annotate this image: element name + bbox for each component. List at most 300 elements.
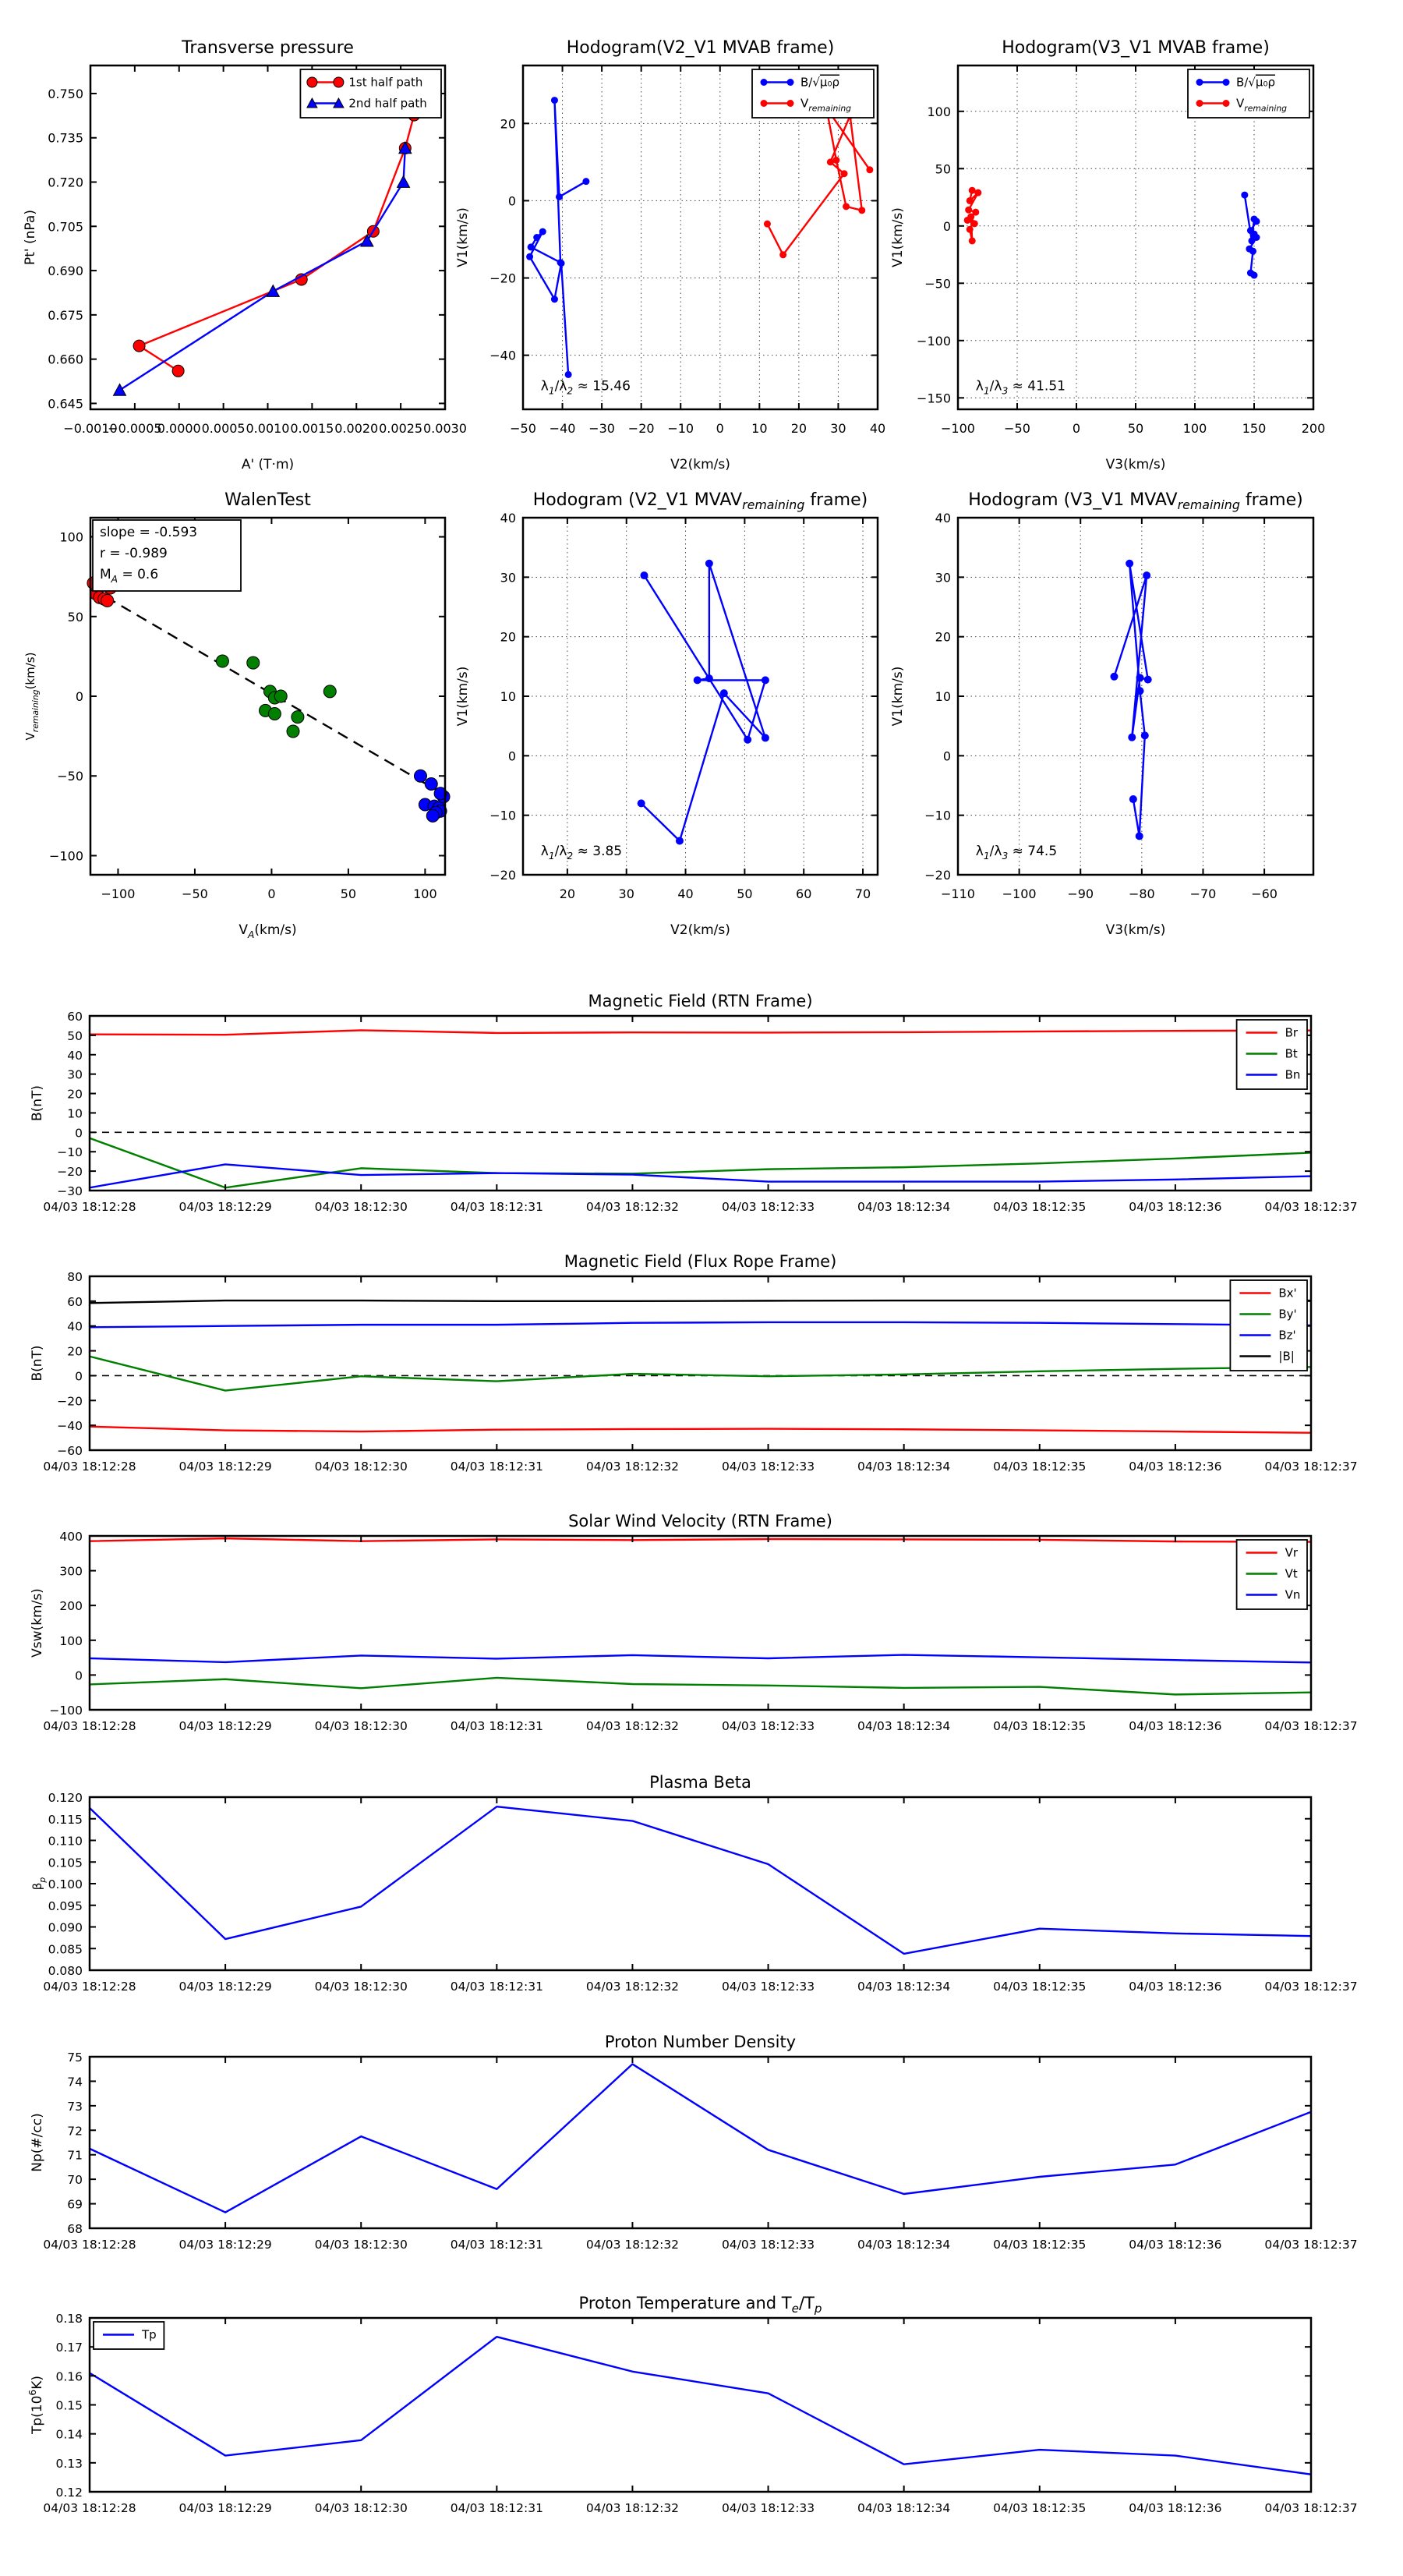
- y-tick-label: −20: [57, 1165, 83, 1180]
- legend-item-label: $V_{remaining}$: [800, 96, 852, 114]
- y-tick-label: 40: [935, 511, 951, 525]
- x-tick-label: 04/03 18:12:33: [721, 1460, 815, 1474]
- legend-item-label: Bz': [1278, 1328, 1296, 1343]
- x-tick-label: 04/03 18:12:36: [1129, 2238, 1222, 2252]
- x-tick-label: 04/03 18:12:35: [993, 2238, 1087, 2252]
- x-tick-label: 04/03 18:12:33: [721, 1980, 815, 1994]
- x-axis-label: $V_A(km/s)$: [239, 922, 297, 940]
- data-point-marker: [971, 220, 978, 227]
- x-tick-label: 04/03 18:12:36: [1129, 1200, 1222, 1214]
- data-point-marker: [761, 79, 768, 86]
- chart-title: Proton Temperature and $T_e/T_p$: [578, 2294, 822, 2316]
- x-tick-label: 04/03 18:12:32: [585, 1200, 680, 1214]
- y-tick-label: 20: [67, 1087, 83, 1102]
- legend-transverse-pressure: [300, 69, 441, 118]
- x-tick-label: 04/03 18:12:34: [857, 1719, 951, 1733]
- y-tick-label: 300: [59, 1564, 83, 1579]
- legend-hodogram-v2v1-mvab: [752, 69, 874, 118]
- y-tick-label: 0.080: [48, 1964, 83, 1978]
- legend-item-label: Br: [1285, 1025, 1299, 1040]
- chart-hodogram-v3v1-mvav: [890, 490, 1313, 938]
- x-tick-label: −0.0005: [108, 421, 162, 436]
- data-point-marker: [694, 676, 702, 684]
- data-point-marker: [216, 655, 228, 667]
- x-tick-label: 04/03 18:12:32: [585, 1719, 680, 1733]
- data-point-marker: [858, 207, 865, 214]
- data-point-marker: [307, 77, 317, 87]
- chart-hodogram-v2v1-mvab: [455, 38, 885, 472]
- x-tick-label: 0: [716, 421, 724, 436]
- y-tick-label: 0.735: [48, 130, 83, 146]
- data-point-marker: [832, 157, 839, 164]
- y-tick-label: 0.105: [48, 1856, 83, 1870]
- data-point-marker: [426, 809, 439, 822]
- x-tick-label: 04/03 18:12:28: [43, 1200, 136, 1214]
- x-tick-label: 04/03 18:12:31: [450, 1200, 543, 1214]
- x-tick-label: 04/03 18:12:36: [1129, 1980, 1222, 1994]
- x-tick-label: 0.0025: [379, 421, 423, 436]
- plot-area: [90, 2318, 1311, 2492]
- x-tick-label: 0: [1072, 421, 1081, 436]
- chart-walen-test: [23, 490, 450, 940]
- x-tick-label: −40: [549, 421, 576, 436]
- y-axis-label: V1(km/s): [455, 666, 471, 727]
- data-point-marker: [1126, 560, 1133, 568]
- y-tick-label: 0.120: [48, 1791, 83, 1805]
- x-tick-label: 04/03 18:12:33: [721, 1719, 815, 1733]
- data-point-marker: [1129, 795, 1137, 803]
- data-point-marker: [274, 690, 287, 702]
- data-point-marker: [1241, 192, 1248, 199]
- y-tick-label: 0.690: [48, 264, 83, 279]
- x-tick-label: 04/03 18:12:37: [1264, 2501, 1358, 2515]
- eigenvalue-ratio-annotation: $\lambda_1/\lambda_2 \approx 15.46$: [540, 378, 631, 397]
- y-tick-label: 40: [67, 1048, 83, 1063]
- eigenvalue-ratio-annotation: $\lambda_1/\lambda_2 \approx 3.85$: [540, 843, 623, 862]
- y-tick-label: 70: [67, 2173, 83, 2188]
- data-point-marker: [334, 77, 344, 87]
- data-point-marker: [526, 253, 533, 260]
- plot-area: [90, 1536, 1311, 1710]
- y-tick-label: 0: [942, 218, 951, 234]
- y-tick-label: 75: [67, 2051, 83, 2065]
- y-axis-label: $\beta_p$: [30, 1877, 48, 1891]
- x-tick-label: 0.0020: [334, 421, 379, 436]
- x-tick-label: 04/03 18:12:34: [857, 1980, 951, 1994]
- chart-title: Magnetic Field (RTN Frame): [588, 992, 813, 1010]
- x-tick-label: −70: [1189, 886, 1217, 901]
- x-tick-label: −50: [510, 421, 536, 436]
- x-tick-label: −20: [627, 421, 655, 436]
- legend-item-label: Vn: [1285, 1587, 1301, 1602]
- data-point-marker: [172, 365, 184, 377]
- x-tick-label: 04/03 18:12:35: [993, 1200, 1087, 1214]
- x-tick-label: 04/03 18:12:37: [1264, 1719, 1358, 1733]
- y-tick-label: −60: [57, 1444, 83, 1458]
- chart-title: Hodogram (V3_V1 $MVAV_{remaining}$ frame): [968, 490, 1303, 512]
- y-tick-label: 400: [59, 1530, 83, 1544]
- data-point-marker: [787, 79, 794, 86]
- y-tick-label: 0.12: [55, 2486, 83, 2500]
- y-tick-label: 0: [507, 193, 516, 209]
- y-tick-label: −40: [489, 348, 516, 363]
- x-tick-label: 0.0010: [246, 421, 290, 436]
- legend-magnetic-field-rtn: [1237, 1020, 1307, 1089]
- y-tick-label: −30: [57, 1184, 83, 1198]
- y-tick-label: 0.14: [55, 2427, 83, 2442]
- y-tick-label: 0: [75, 1126, 83, 1141]
- data-point-marker: [425, 777, 437, 790]
- y-tick-label: 0.645: [48, 396, 83, 412]
- legend-item-label: Vt: [1285, 1566, 1298, 1581]
- data-point-marker: [866, 166, 873, 173]
- x-tick-label: 04/03 18:12:31: [450, 2501, 543, 2515]
- legend-item-label: B/√μ₀ρ: [800, 75, 839, 90]
- y-tick-label: 30: [935, 570, 951, 586]
- x-tick-label: 30: [618, 886, 634, 901]
- y-tick-label: −10: [489, 808, 516, 823]
- legend-solar-wind-velocity-rtn: [1237, 1540, 1307, 1609]
- x-tick-label: 0.0000: [157, 421, 201, 436]
- chart-plasma-beta: [30, 1773, 1358, 1994]
- data-point-marker: [843, 203, 850, 210]
- x-tick-label: 04/03 18:12:28: [43, 2501, 136, 2515]
- y-tick-label: 0.720: [48, 175, 83, 190]
- x-tick-label: 04/03 18:12:28: [43, 1719, 136, 1733]
- chart-title: Plasma Beta: [649, 1773, 751, 1792]
- y-tick-label: 68: [67, 2222, 83, 2236]
- y-axis-label: Np(#/cc): [30, 2113, 45, 2172]
- y-axis-label: V1(km/s): [890, 666, 906, 727]
- y-tick-label: −20: [489, 271, 516, 286]
- y-axis-label: V1(km/s): [890, 207, 906, 267]
- data-point-marker: [323, 685, 336, 698]
- chart-title: Solar Wind Velocity (RTN Frame): [568, 1512, 832, 1530]
- data-point-marker: [974, 189, 981, 196]
- x-tick-label: 04/03 18:12:32: [585, 1980, 680, 1994]
- data-point-marker: [967, 226, 974, 233]
- y-tick-label: 69: [67, 2197, 83, 2212]
- y-tick-label: 100: [59, 529, 83, 545]
- data-point-marker: [414, 770, 426, 782]
- x-tick-label: 04/03 18:12:36: [1129, 1719, 1222, 1733]
- fit-stat-line: slope = -0.593: [100, 525, 198, 540]
- x-tick-label: 04/03 18:12:33: [721, 1200, 815, 1214]
- data-point-marker: [676, 837, 684, 844]
- x-tick-label: 04/03 18:12:28: [43, 1980, 136, 1994]
- x-tick-label: 04/03 18:12:36: [1129, 2501, 1222, 2515]
- data-point-marker: [1253, 218, 1260, 225]
- y-axis-label: $Tp(10^6K)$: [27, 2375, 45, 2435]
- y-tick-label: 0.16: [55, 2369, 83, 2384]
- y-tick-label: 0: [75, 1369, 83, 1384]
- y-tick-label: −10: [57, 1145, 83, 1160]
- data-point-marker: [101, 594, 114, 607]
- data-point-marker: [764, 221, 771, 228]
- data-point-marker: [967, 214, 974, 221]
- chart-solar-wind-velocity-rtn: [30, 1512, 1358, 1733]
- y-tick-label: 40: [67, 1319, 83, 1334]
- y-tick-label: 100: [927, 104, 951, 119]
- data-point-marker: [1251, 272, 1258, 279]
- y-tick-label: 0.18: [55, 2312, 83, 2326]
- chart-hodogram-v2v1-mvav: [455, 490, 878, 938]
- data-point-marker: [969, 237, 976, 244]
- x-tick-label: 04/03 18:12:30: [314, 1460, 408, 1474]
- x-tick-label: 50: [340, 886, 357, 901]
- y-tick-label: 0.750: [48, 86, 83, 101]
- x-tick-label: 04/03 18:12:29: [178, 1200, 272, 1214]
- x-tick-label: 04/03 18:12:35: [993, 1460, 1087, 1474]
- legend-item-label: $V_{remaining}$: [1236, 96, 1288, 114]
- x-axis-label: A' (T·m): [241, 457, 295, 472]
- x-tick-label: −50: [1004, 421, 1030, 436]
- y-tick-label: 0.705: [48, 219, 83, 235]
- y-tick-label: 0: [942, 748, 951, 764]
- legend-item-label: B/√μ₀ρ: [1236, 75, 1275, 90]
- data-point-marker: [1196, 79, 1203, 86]
- legend-item-label: Bn: [1285, 1067, 1301, 1082]
- chart-proton-temperature: [27, 2294, 1358, 2515]
- y-tick-label: 80: [67, 1270, 83, 1284]
- x-tick-label: 04/03 18:12:30: [314, 1980, 408, 1994]
- x-tick-label: 50: [1127, 421, 1144, 436]
- data-point-marker: [268, 707, 281, 720]
- x-tick-label: 04/03 18:12:36: [1129, 1460, 1222, 1474]
- x-tick-label: 04/03 18:12:31: [450, 2238, 543, 2252]
- data-point-marker: [528, 243, 535, 250]
- y-tick-label: 0.17: [55, 2341, 83, 2355]
- x-tick-label: 70: [854, 886, 871, 901]
- data-point-marker: [556, 193, 563, 200]
- legend-item-label: 1st half path: [348, 75, 423, 90]
- x-axis-label: V2(km/s): [670, 922, 730, 938]
- x-tick-label: 04/03 18:12:34: [857, 1460, 951, 1474]
- chart-title: Hodogram (V2_V1 $MVAV_{remaining}$ frame): [532, 490, 868, 512]
- x-tick-label: 04/03 18:12:29: [178, 2238, 272, 2252]
- data-point-marker: [1141, 731, 1149, 739]
- data-point-marker: [1223, 79, 1230, 86]
- y-tick-label: 0.085: [48, 1942, 83, 1957]
- y-tick-label: −50: [924, 276, 951, 292]
- y-tick-label: −20: [924, 868, 951, 883]
- x-tick-label: 04/03 18:12:37: [1264, 2238, 1358, 2252]
- x-tick-label: 100: [413, 886, 437, 901]
- data-point-marker: [247, 656, 260, 669]
- y-tick-label: −100: [917, 333, 951, 349]
- chart-title: Transverse pressure: [182, 38, 354, 58]
- y-axis-label: B(nT): [30, 1345, 45, 1382]
- data-point-marker: [1223, 100, 1230, 107]
- chart-title: Magnetic Field (Flux Rope Frame): [564, 1252, 837, 1271]
- x-tick-label: 0.0030: [423, 421, 467, 436]
- data-point-marker: [762, 676, 769, 684]
- data-point-marker: [287, 725, 299, 738]
- y-tick-label: 10: [500, 689, 516, 704]
- y-tick-label: 0.13: [55, 2456, 83, 2471]
- chart-transverse-pressure: [23, 38, 467, 472]
- x-tick-label: 04/03 18:12:37: [1264, 1200, 1358, 1214]
- legend-item-label: 2nd half path: [348, 96, 427, 111]
- y-axis-label: Pt' (nPa): [23, 210, 38, 265]
- chart-title: Hodogram(V2_V1 MVAB frame): [566, 38, 835, 58]
- x-tick-label: 04/03 18:12:30: [314, 1200, 408, 1214]
- data-point-marker: [1136, 687, 1144, 695]
- x-tick-label: −100: [101, 886, 136, 901]
- x-tick-label: 20: [790, 421, 808, 436]
- y-tick-label: −20: [489, 868, 516, 883]
- y-tick-label: 100: [59, 1633, 83, 1648]
- x-tick-label: 0.0005: [201, 421, 246, 436]
- plot-area: [90, 1016, 1311, 1191]
- data-point-marker: [640, 571, 648, 579]
- y-tick-label: −10: [924, 808, 951, 823]
- y-tick-label: 40: [500, 511, 516, 525]
- plot-area: [523, 518, 878, 875]
- x-tick-label: −10: [667, 421, 694, 436]
- chart-proton-number-density: [30, 2033, 1358, 2252]
- y-tick-label: −100: [49, 848, 83, 864]
- data-point-marker: [779, 251, 786, 258]
- x-tick-label: 0.0015: [290, 421, 334, 436]
- data-point-marker: [551, 97, 558, 104]
- y-tick-label: 0.110: [48, 1834, 83, 1849]
- y-axis-label: Vsw(km/s): [30, 1588, 45, 1658]
- legend-item-label: Vr: [1285, 1545, 1299, 1560]
- y-tick-label: −100: [49, 1704, 83, 1718]
- y-tick-label: 0.090: [48, 1920, 83, 1935]
- data-point-marker: [787, 100, 794, 107]
- x-tick-label: 04/03 18:12:32: [585, 2238, 680, 2252]
- y-tick-label: −50: [57, 769, 83, 784]
- data-point-marker: [1249, 248, 1256, 255]
- data-point-marker: [638, 799, 645, 807]
- x-tick-label: 04/03 18:12:33: [721, 2501, 815, 2515]
- data-point-marker: [551, 295, 558, 303]
- x-tick-label: 04/03 18:12:31: [450, 1719, 543, 1733]
- y-tick-label: 50: [67, 1028, 83, 1043]
- x-axis-label: V3(km/s): [1105, 922, 1166, 938]
- legend-item-label: By': [1278, 1307, 1297, 1322]
- data-point-marker: [1253, 234, 1260, 241]
- x-tick-label: 04/03 18:12:28: [43, 1460, 136, 1474]
- y-tick-label: 0: [507, 748, 516, 764]
- x-tick-label: 0: [267, 886, 276, 901]
- chart-title: Hodogram(V3_V1 MVAB frame): [1002, 38, 1270, 58]
- x-tick-label: 04/03 18:12:29: [178, 2501, 272, 2515]
- data-point-marker: [582, 178, 589, 185]
- data-point-marker: [720, 689, 728, 697]
- data-point-marker: [841, 170, 848, 177]
- y-tick-label: 0: [75, 1668, 83, 1683]
- chart-hodogram-v3v1-mvab: [890, 38, 1325, 472]
- legend-hodogram-v3v1-mvab: [1188, 69, 1309, 118]
- legend-item-label: Bt: [1285, 1046, 1298, 1061]
- x-tick-label: 04/03 18:12:35: [993, 2501, 1087, 2515]
- x-axis-label: V3(km/s): [1105, 457, 1166, 472]
- x-tick-label: 40: [869, 421, 886, 436]
- fit-stat-line: r = -0.989: [100, 546, 168, 561]
- legend-proton-temperature: [94, 2322, 164, 2349]
- data-point-marker: [1196, 100, 1203, 107]
- y-tick-label: 0.675: [48, 307, 83, 323]
- x-tick-label: 04/03 18:12:31: [450, 1460, 543, 1474]
- y-axis-label: $V_{remaining}(km/s)$: [23, 652, 41, 741]
- x-tick-label: 20: [559, 886, 576, 901]
- data-point-marker: [565, 371, 572, 378]
- x-tick-label: 04/03 18:12:29: [178, 1980, 272, 1994]
- eigenvalue-ratio-annotation: $\lambda_1/\lambda_3 \approx 74.5$: [975, 843, 1058, 862]
- x-tick-label: 40: [677, 886, 694, 901]
- chart-title: WalenTest: [224, 490, 311, 510]
- x-tick-label: 50: [737, 886, 753, 901]
- x-tick-label: 04/03 18:12:30: [314, 2501, 408, 2515]
- x-tick-label: 04/03 18:12:31: [450, 1980, 543, 1994]
- data-point-marker: [1136, 832, 1143, 840]
- data-point-marker: [533, 234, 540, 241]
- data-point-marker: [1110, 673, 1118, 681]
- y-axis-label: V1(km/s): [455, 207, 471, 267]
- chart-magnetic-field-flux-rope: [30, 1252, 1358, 1474]
- x-tick-label: 04/03 18:12:34: [857, 2501, 951, 2515]
- x-tick-label: 100: [1182, 421, 1207, 436]
- data-point-marker: [967, 197, 974, 204]
- y-tick-label: 10: [935, 689, 951, 704]
- x-tick-label: −100: [941, 421, 975, 436]
- x-tick-label: 04/03 18:12:29: [178, 1719, 272, 1733]
- data-point-marker: [558, 260, 565, 267]
- data-point-marker: [744, 736, 751, 744]
- data-point-marker: [762, 734, 769, 741]
- eigenvalue-ratio-annotation: $\lambda_1/\lambda_3 \approx 41.51$: [975, 378, 1066, 397]
- plot-area: [90, 2057, 1311, 2228]
- y-tick-label: 72: [67, 2124, 83, 2139]
- fit-stat-line: $M_A = 0.6$: [100, 567, 159, 585]
- y-tick-label: 60: [67, 1010, 83, 1024]
- y-tick-label: 20: [935, 629, 951, 645]
- x-tick-label: 04/03 18:12:35: [993, 1980, 1087, 1994]
- x-tick-label: 04/03 18:12:30: [314, 1719, 408, 1733]
- data-point-marker: [133, 340, 145, 352]
- y-tick-label: 50: [935, 161, 951, 177]
- data-point-marker: [965, 207, 972, 214]
- x-tick-label: −0.0010: [63, 421, 118, 436]
- y-tick-label: 0.100: [48, 1877, 83, 1891]
- data-point-marker: [705, 560, 713, 568]
- legend-item-label: Bx': [1278, 1286, 1297, 1300]
- x-tick-label: 04/03 18:12:37: [1264, 1980, 1358, 1994]
- y-tick-label: 0.15: [55, 2398, 83, 2413]
- x-tick-label: −30: [588, 421, 615, 436]
- data-point-marker: [1143, 571, 1150, 579]
- y-tick-label: 20: [500, 629, 516, 645]
- plot-area: [90, 1797, 1311, 1970]
- x-tick-label: 150: [1242, 421, 1267, 436]
- x-tick-label: 04/03 18:12:34: [857, 1200, 951, 1214]
- y-tick-label: −20: [57, 1394, 83, 1409]
- x-tick-label: 04/03 18:12:37: [1264, 1460, 1358, 1474]
- plot-area: [90, 1276, 1311, 1450]
- x-tick-label: −90: [1067, 886, 1094, 901]
- data-point-marker: [1144, 676, 1152, 684]
- x-tick-label: 10: [751, 421, 768, 436]
- data-point-marker: [761, 100, 768, 107]
- x-tick-label: −100: [1002, 886, 1037, 901]
- y-tick-label: 0: [75, 689, 83, 704]
- x-tick-label: 04/03 18:12:33: [721, 2238, 815, 2252]
- y-tick-label: 20: [500, 116, 516, 132]
- legend-item-label: |B|: [1278, 1349, 1295, 1364]
